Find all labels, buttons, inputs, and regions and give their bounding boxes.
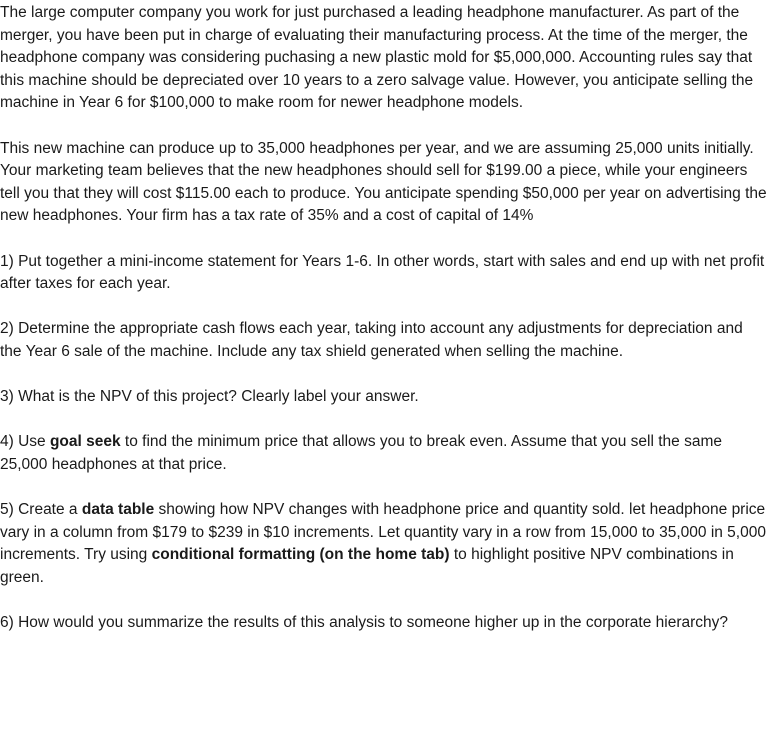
question-5-bold-term-1: data table xyxy=(81,501,155,519)
question-5 xyxy=(0,499,768,589)
question-5-text-mid: showing how NPV changes with headphone price and quantity sold. let headphone price vary in a column from $179 to $239 in $10 increments. Let quantity vary in a row from 15,000 to 35,000 in 5,000 increments. Try using xyxy=(0,501,766,564)
question-5-text-pre: 5) Create a xyxy=(0,501,82,519)
question-5-bold-term-2: conditional formatting (on the home tab) xyxy=(151,546,450,564)
question-4-text-pre: 4) Use xyxy=(0,433,50,451)
question-4-bold-term: goal seek xyxy=(49,433,121,451)
question-2: 2) Determine the appropriate cash flows each year, taking into account any adjustments for depreciation and the Year 6 sale of the machine. Include any tax shield generated when selling the machine. xyxy=(0,320,743,360)
intro-paragraph: The large computer company you work for just purchased a leading headphone manufacturer. As part of the merger, you have been put in charge of evaluating their manufacturing process. At the time of the merger, the headphone company was considering puchasing a new plastic mold for $5,000,000. Accounting rules say that this machine should be depreciated over 10 years to a zero salvage value. However, you anticipate selling the machine in Year 6 for $100,000 to make room for newer headphone models. xyxy=(0,4,754,112)
question-1: 1) Put together a mini-income statement for Years 1-6. In other words, start with sales and end up with net profit after taxes for each year. xyxy=(0,252,765,293)
question-6: 6) How would you summarize the results of this analysis to someone higher up in the corporate hierarchy? xyxy=(0,614,729,632)
question-3: 3) What is the NPV of this project? Clearly label your answer. xyxy=(0,388,419,406)
question-4-text-post: to find the minimum price that allows you to break even. Assume that you sell the same 25,000 headphones at that price. xyxy=(0,433,722,473)
question-4 xyxy=(0,431,768,476)
details-paragraph: This new machine can produce up to 35,000 headphones per year, and we are assuming 25,000 units initially. Your marketing team believes that the new headphones should sell for $199.00 a piece, while your engineers tell you that they will cost $115.00 each to produce. You anticipate spending $50,000 per year on advertising the new headphones. Your firm has a tax rate of 35% and a cost of capital of 14% xyxy=(0,139,767,225)
question-5-text-post: to highlight positive NPV combinations in green. xyxy=(0,546,734,586)
